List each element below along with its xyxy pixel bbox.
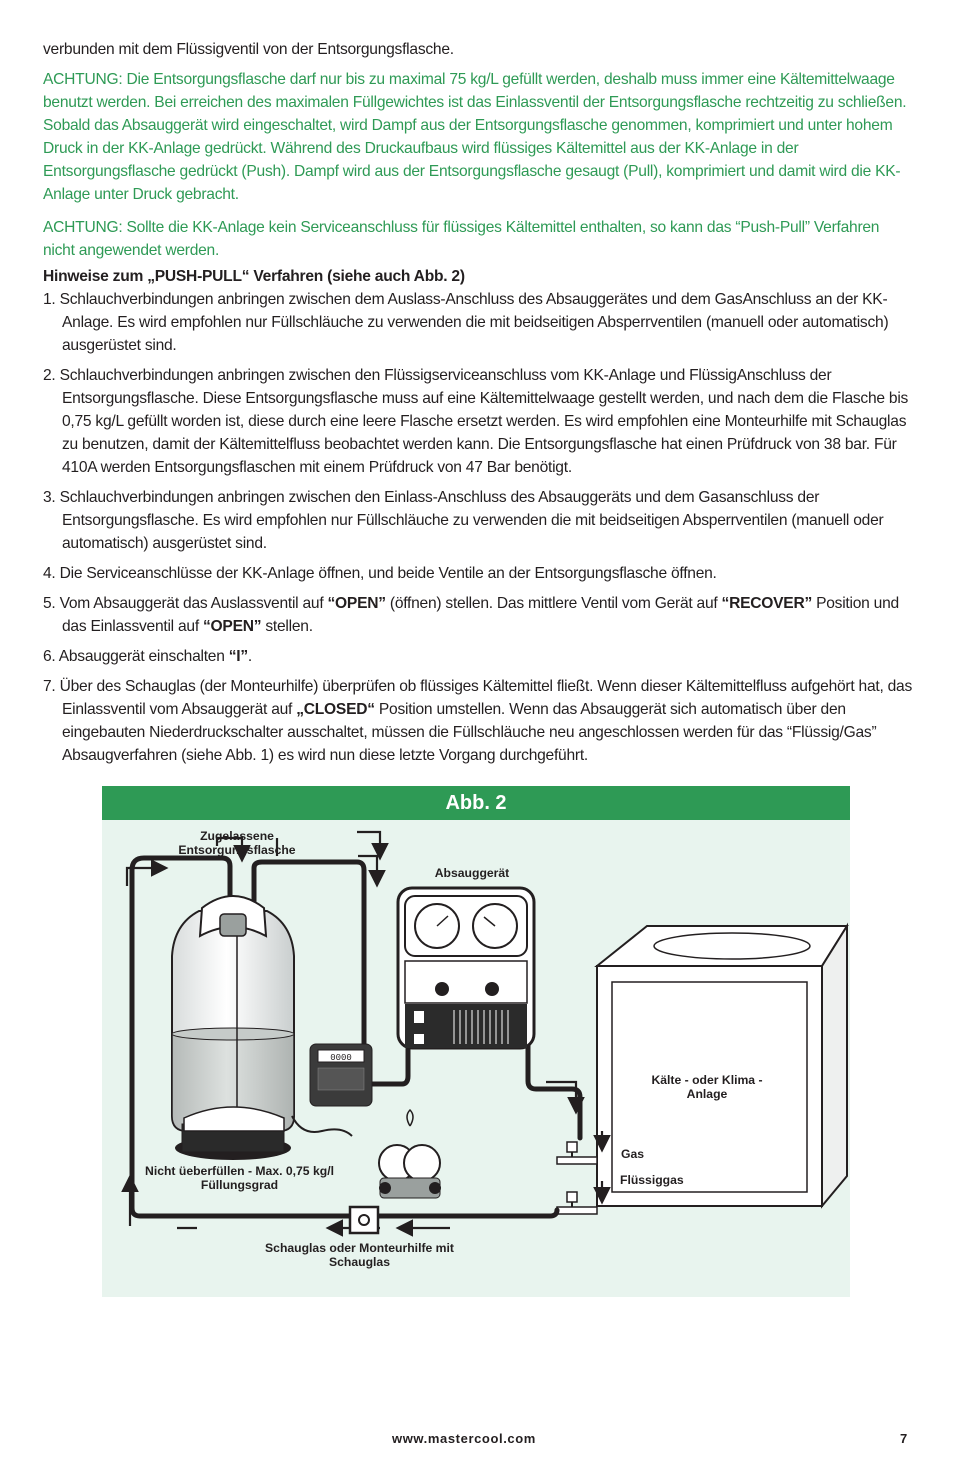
step-6-text-a: 6. Absauggerät einschalten <box>43 648 229 665</box>
step-5 <box>43 592 913 638</box>
step-7-text-a: 7. Über des Schauglas (der Monteurhilfe) überprüfen ob flüssiges Kältemittel fließt. Wenn dieser Kältemittelfluss aufgehört hat, das Einlassventil vom Absauggerät auf <box>43 678 913 718</box>
step-7 <box>43 675 913 767</box>
footer-website: www.mastercool.com <box>392 1431 536 1446</box>
push-pull-steps <box>43 288 913 767</box>
recovery-cylinder <box>172 896 294 1160</box>
step-4: 4. Die Serviceanschlüsse der KK-Anlage öffnen, und beide Ventile an der Entsorgungsflasche öffnen. <box>43 565 717 582</box>
label-no-overfill: Nicht üeberfüllen - Max. 0,75 kg/l Füllungsgrad <box>145 1164 334 1192</box>
electronic-scale <box>292 1044 372 1136</box>
label-ac-system: Kälte - oder Klima - Anlage <box>651 1073 763 1101</box>
warning-no-liquid-port: ACHTUNG: Sollte die KK-Anlage kein Serviceanschluss für flüssiges Kältemittel enthalten, so kann das “Push-Pull” Verfahren nicht angewendet werden. <box>43 219 880 259</box>
step-6 <box>43 645 913 668</box>
step-5-recover: “RECOVER” <box>721 595 813 612</box>
label-recovery-cylinder: Zugelassene Entsorgungsflasche <box>178 829 296 857</box>
figure-title: Abb. 2 <box>102 786 850 820</box>
step-1: 1. Schlauchverbindungen anbringen zwischen dem Auslass-Anschluss des Absauggerätes und dem GasAnschluss an der KK-Anlage. Es wird empfohlen nur Füllschläuche zu verwenden die mit beidseitigen Absperrventilen (manuell oder automatisch) ausgerüstet sind. <box>43 291 889 354</box>
step-5-open-1: “OPEN” <box>327 595 386 612</box>
step-7-text-b: Position umstellen. Wenn das Absauggerät sich automatisch über den eingebauten Niederdruckschalter ausschaltet, müssen die Füllschläuche neu angeschlossen werden für das “Flüssig/Gas” Absaugverfahren (siehe Abb. 1) es wird nun diese letzte Vorgang durchgeführt. <box>62 701 877 764</box>
step-6-switch-on: “I” <box>228 648 248 665</box>
warning-fill-limit: ACHTUNG: Die Entsorgungsflasche darf nur bis zu maximal 75 kg/L gefüllt werden, deshalb muss immer eine Kältemittelwaage benutzt werden. Bei erreichen des maximalen Füllgewichtes ist das Einlassventil der Entsorgungsflasche rechtzeitig zu schließen. Sobald das Absauggerät wird eingeschaltet, wird Dampf aus der Entsorgungsflasche genommen, komprimiert und unter hohem Druck in der KK-Anlage gedrückt. Während des Druckaufbaus wird flüssiges Kältemittel aus der KK-Anlage in der Entsorgungsflasche gedrückt (Push). Dampf wird aus der Entsorgungsflasche gesaugt (Pull), komprimiert und damit wird die KK-Anlage unter Druck gebracht. <box>43 71 907 203</box>
label-gas-port: Gas <box>621 1147 645 1161</box>
figure-push-pull <box>102 786 850 1297</box>
label-sight-glass: Schauglas oder Monteurhilfe mit Schauglas <box>265 1241 454 1269</box>
ac-system-unit <box>597 926 847 1206</box>
page-content <box>43 38 913 774</box>
step-5-text-b: (öffnen) stellen. Das mittlere Ventil vom Gerät auf <box>385 595 722 612</box>
service-ports <box>557 1142 597 1214</box>
step-5-text-c: Position und das Einlassventil auf <box>62 595 899 635</box>
label-recovery-unit: Absauggerät <box>434 866 510 880</box>
step-5-open-2: “OPEN” <box>203 618 262 635</box>
step-7-closed: „CLOSED“ <box>296 701 375 718</box>
page-number: 7 <box>900 1431 908 1446</box>
manifold-gauge <box>379 1110 441 1198</box>
push-pull-diagram <box>102 786 850 1297</box>
push-pull-heading: Hinweise zum „PUSH-PULL“ Verfahren (siehe auch Abb. 2) <box>43 268 465 285</box>
intro-text: verbunden mit dem Flüssigventil von der Entsorgungsflasche. <box>43 41 454 58</box>
label-liquid-port: Flüssiggas <box>620 1173 684 1187</box>
step-6-text-b: . <box>247 648 252 665</box>
step-5-text-a: 5. Vom Absauggerät das Auslassventil auf <box>43 595 328 612</box>
step-5-text-d: stellen. <box>261 618 313 635</box>
sight-glass <box>350 1207 378 1233</box>
step-3: 3. Schlauchverbindungen anbringen zwischen den Einlass-Anschluss des Absauggeräts und dem Gasanschluss der Entsorgungsflasche. Es wird empfohlen nur Füllschläuche zu verwenden die mit beidseitigen Absperrventilen (manuell oder automatisch) ausgerüstet sind. <box>43 489 884 552</box>
step-2: 2. Schlauchverbindungen anbringen zwischen den Flüssigserviceanschluss vom KK-Anlage und FlüssigAnschluss der Entsorgungsflasche. Diese Entsorgungsflasche muss auf eine Kältemittelwaage gestellt werden, und nach dem die Flasche bis 0,75 kg/L gefüllt worden ist, diese durch eine leere Flasche ersetzt werden. Es wird empfohlen eine Monteurhilfe mit Schauglas zu benutzen, damit der Kältemittelfluss beobachtet werden kann. Die Entsorgungsflasche hat einen Prüfdruck von 38 bar. Für 410A werden Entsorgungsflaschen mit einem Prüfdruck von 47 Bar benötigt. <box>43 367 909 476</box>
recovery-machine <box>398 888 534 1048</box>
scale-readout: 0000 <box>330 1053 352 1063</box>
